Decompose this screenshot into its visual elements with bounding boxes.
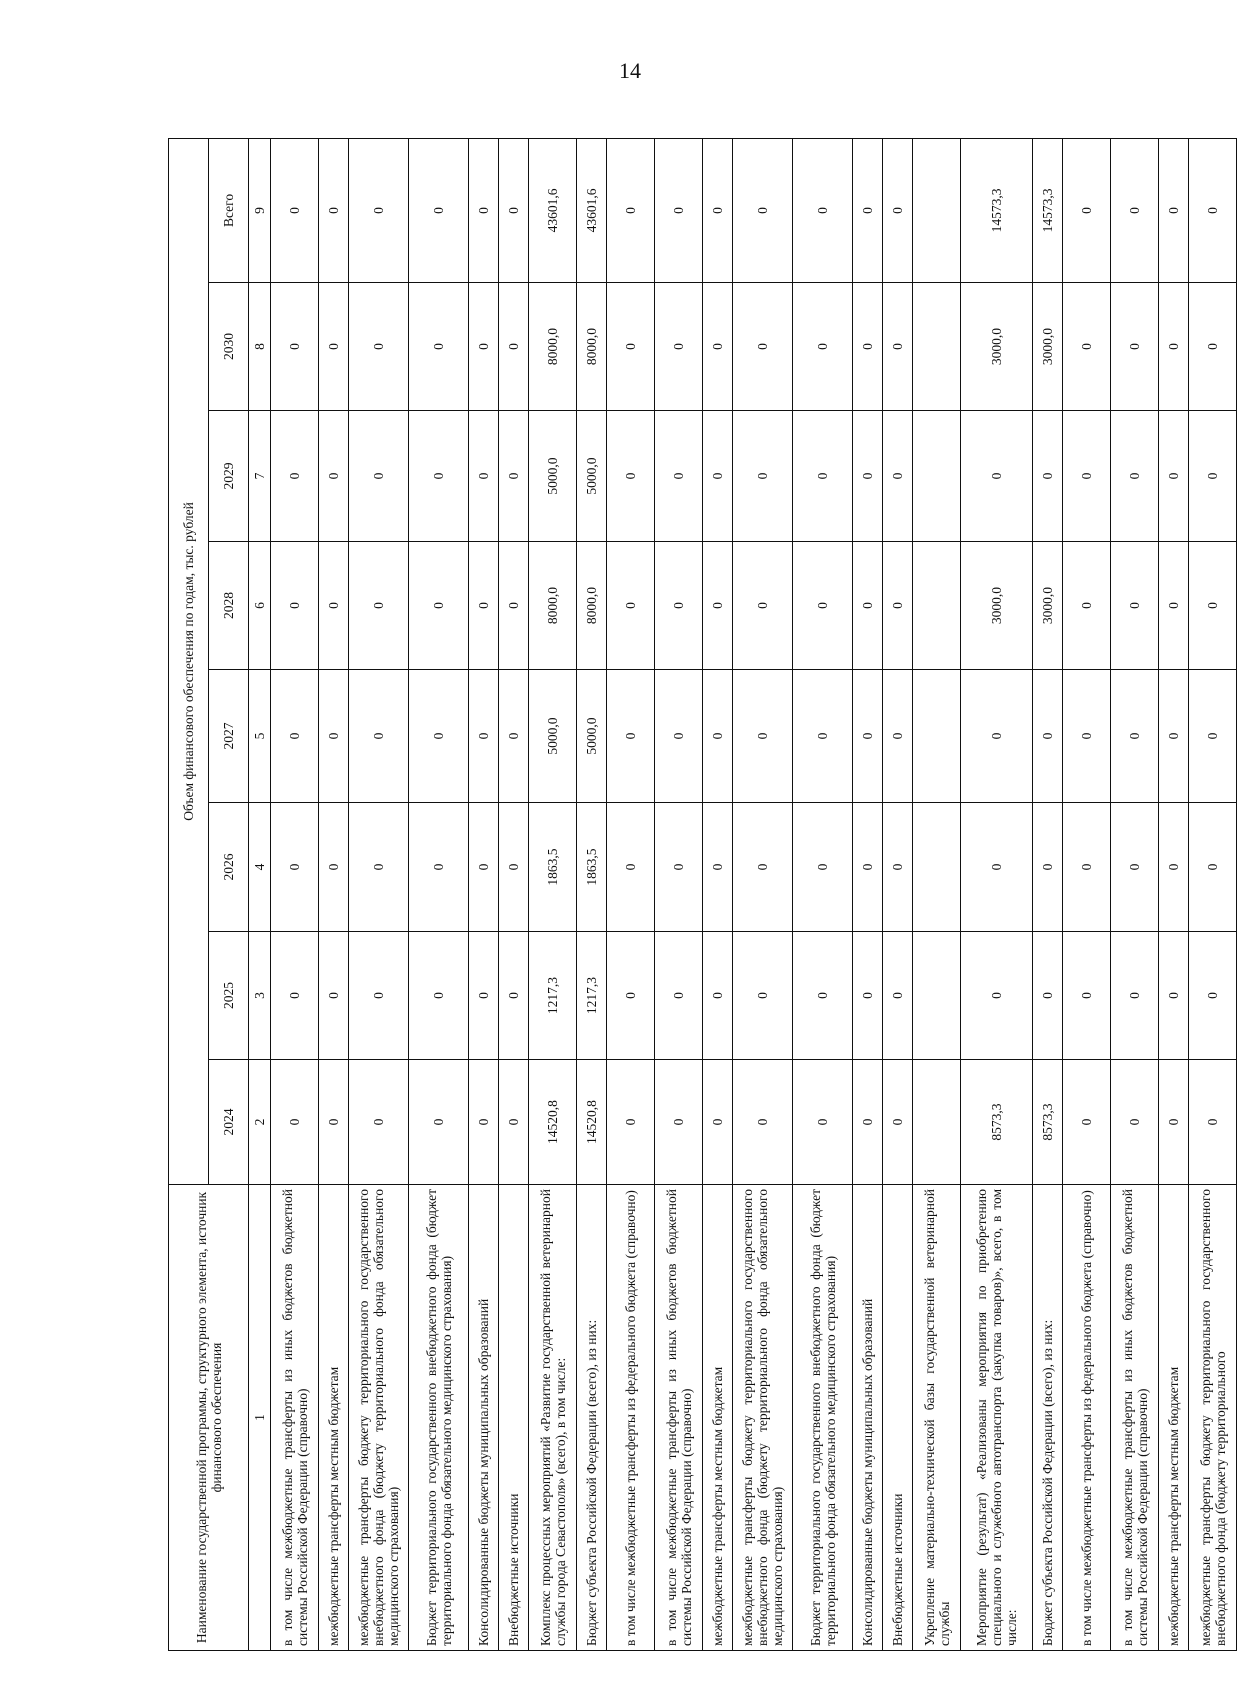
row-name: Бюджет субъекта Российской Федерации (всего), из них:	[577, 1185, 607, 1651]
row-name: Внебюджетные источники	[499, 1185, 529, 1651]
row-value	[913, 932, 961, 1060]
row-value: 0	[607, 670, 655, 803]
row-value: 3000,0	[1033, 283, 1063, 411]
row-value: 0	[961, 411, 1033, 542]
row-value: 0	[733, 932, 793, 1060]
row-value: 8000,0	[577, 283, 607, 411]
volume-group-header: Объем финансового обеспечения по годам, тыс. рублей	[169, 138, 209, 1184]
row-value: 0	[319, 1060, 349, 1185]
row-value: 0	[733, 138, 793, 282]
row-value: 0	[961, 670, 1033, 803]
row-value: 0	[607, 138, 655, 282]
column-number: 9	[249, 138, 271, 282]
row-value: 0	[349, 803, 409, 932]
row-name: в том числе межбюджетные трансферты из иных бюджетов бюджетной системы Российской Федерации (справочно)	[655, 1185, 703, 1651]
row-value: 0	[469, 138, 499, 282]
row-value: 5000,0	[529, 670, 577, 803]
row-value: 0	[1189, 138, 1237, 282]
table-row	[529, 138, 577, 1650]
table-row	[703, 138, 733, 1650]
row-value: 0	[607, 283, 655, 411]
row-value: 14520,8	[529, 1060, 577, 1185]
table-body	[271, 138, 1237, 1650]
rotated-table-container	[168, 139, 1228, 1651]
table-row	[409, 138, 469, 1650]
row-name: в том числе межбюджетные трансферты из иных бюджетов бюджетной системы Российской Федерации (справочно)	[271, 1185, 319, 1651]
row-value: 0	[655, 542, 703, 670]
row-value: 0	[853, 138, 883, 282]
row-value: 0	[1159, 670, 1189, 803]
row-name: Бюджет территориального государственного внебюджетного фонда (бюджет территориального фонда обязательного медицинского страхования)	[409, 1185, 469, 1651]
row-value: 0	[499, 283, 529, 411]
row-value: 0	[409, 542, 469, 670]
table-row	[883, 138, 913, 1650]
year-header: 2025	[209, 932, 249, 1060]
row-value: 0	[1033, 932, 1063, 1060]
row-value: 0	[1111, 283, 1159, 411]
row-value: 0	[349, 411, 409, 542]
row-value: 8000,0	[577, 542, 607, 670]
row-value: 0	[469, 283, 499, 411]
row-value: 0	[655, 670, 703, 803]
row-value	[913, 283, 961, 411]
row-value: 0	[883, 1060, 913, 1185]
row-value: 0	[733, 283, 793, 411]
row-name: Внебюджетные источники	[883, 1185, 913, 1651]
row-value: 0	[607, 542, 655, 670]
column-number: 1	[249, 1185, 271, 1651]
column-number: 3	[249, 932, 271, 1060]
row-value: 0	[1063, 138, 1111, 282]
row-value: 0	[409, 411, 469, 542]
row-value: 0	[469, 542, 499, 670]
column-number: 8	[249, 283, 271, 411]
row-value: 0	[409, 138, 469, 282]
column-number: 7	[249, 411, 271, 542]
row-value: 0	[349, 542, 409, 670]
row-value: 0	[499, 1060, 529, 1185]
row-value: 8000,0	[529, 283, 577, 411]
row-value: 0	[349, 932, 409, 1060]
row-value: 0	[703, 542, 733, 670]
table-row	[499, 138, 529, 1650]
row-value: 0	[655, 138, 703, 282]
row-value: 0	[733, 670, 793, 803]
row-value: 0	[703, 1060, 733, 1185]
column-number: 4	[249, 803, 271, 932]
row-value: 14520,8	[577, 1060, 607, 1185]
row-name: Консолидированные бюджеты муниципальных образований	[469, 1185, 499, 1651]
row-value: 0	[793, 542, 853, 670]
row-value: 0	[469, 411, 499, 542]
row-value: 0	[1033, 803, 1063, 932]
row-name: межбюджетные трансферты бюджету территориального государственного внебюджетного фонда (бюджету территориального фонда обязательного медицинского страхования)	[733, 1185, 793, 1651]
row-value: 0	[271, 932, 319, 1060]
row-value: 0	[1159, 803, 1189, 932]
row-value: 0	[1189, 283, 1237, 411]
row-value: 0	[793, 138, 853, 282]
row-value: 0	[469, 1060, 499, 1185]
row-value: 0	[853, 1060, 883, 1185]
row-value: 0	[1063, 670, 1111, 803]
row-value: 0	[1189, 411, 1237, 542]
row-value: 0	[655, 932, 703, 1060]
row-value: 0	[499, 803, 529, 932]
row-value: 0	[1063, 411, 1111, 542]
table-row	[793, 138, 853, 1650]
row-value: 0	[349, 670, 409, 803]
row-value: 1217,3	[577, 932, 607, 1060]
row-value: 5000,0	[529, 411, 577, 542]
row-value: 0	[319, 670, 349, 803]
row-value: 0	[883, 542, 913, 670]
row-value: 0	[1111, 670, 1159, 803]
row-value: 0	[1111, 803, 1159, 932]
row-value: 43601,6	[577, 138, 607, 282]
table-row	[607, 138, 655, 1650]
row-value: 0	[883, 932, 913, 1060]
table-row	[271, 138, 319, 1650]
row-value: 0	[499, 138, 529, 282]
row-value: 0	[349, 1060, 409, 1185]
row-value: 0	[883, 803, 913, 932]
row-name: Укрепление материально-технической базы государственной ветеринарной службы	[913, 1185, 961, 1651]
row-value: 0	[1063, 803, 1111, 932]
row-value	[913, 803, 961, 932]
year-header: 2024	[209, 1060, 249, 1185]
header-row-column-numbers	[249, 138, 271, 1650]
row-value: 0	[853, 542, 883, 670]
row-name: Консолидированные бюджеты муниципальных образований	[853, 1185, 883, 1651]
row-value: 0	[469, 803, 499, 932]
row-value: 0	[499, 411, 529, 542]
row-value: 0	[271, 138, 319, 282]
table-row	[469, 138, 499, 1650]
page-number: 14	[619, 58, 641, 83]
table-row	[961, 138, 1033, 1650]
column-number: 2	[249, 1060, 271, 1185]
row-value: 0	[883, 138, 913, 282]
row-value: 3000,0	[961, 283, 1033, 411]
row-value: 0	[793, 803, 853, 932]
name-column-header: Наименование государственной программы, структурного элемента, источник финансового обеспечения	[169, 1185, 249, 1651]
row-value	[913, 411, 961, 542]
row-value: 0	[1159, 1060, 1189, 1185]
table-row	[1189, 138, 1237, 1650]
row-value: 0	[1159, 138, 1189, 282]
row-value	[913, 1060, 961, 1185]
row-value: 0	[1159, 542, 1189, 670]
row-value: 0	[883, 411, 913, 542]
row-value: 0	[271, 411, 319, 542]
table-row	[577, 138, 607, 1650]
row-value: 8000,0	[529, 542, 577, 670]
row-value: 0	[853, 803, 883, 932]
table-row	[1111, 138, 1159, 1650]
financing-table	[168, 138, 1237, 1651]
row-value: 14573,3	[961, 138, 1033, 282]
row-value: 0	[409, 283, 469, 411]
row-value: 0	[271, 670, 319, 803]
row-value: 0	[349, 283, 409, 411]
row-value: 0	[961, 803, 1033, 932]
row-name: Комплекс процессных мероприятий «Развитие государственной ветеринарной службы города Севастополя» (всего), в том числе:	[529, 1185, 577, 1651]
row-value: 0	[607, 932, 655, 1060]
row-value: 0	[409, 1060, 469, 1185]
year-header: 2027	[209, 670, 249, 803]
table-row	[349, 138, 409, 1650]
row-value: 0	[271, 803, 319, 932]
table-row	[655, 138, 703, 1650]
row-value: 8573,3	[1033, 1060, 1063, 1185]
row-value: 0	[319, 542, 349, 670]
row-value: 0	[607, 411, 655, 542]
row-value: 14573,3	[1033, 138, 1063, 282]
row-value: 0	[409, 803, 469, 932]
row-value	[913, 670, 961, 803]
row-name: межбюджетные трансферты бюджету территориального государственного внебюджетного фонда (бюджету территориального фонда обязательного медицинского страхования)	[349, 1185, 409, 1651]
row-value: 0	[1111, 932, 1159, 1060]
row-value: 0	[1111, 411, 1159, 542]
row-value: 0	[655, 1060, 703, 1185]
row-name: межбюджетные трансферты бюджету территориального государственного внебюджетного фонда (бюджету территориального	[1189, 1185, 1237, 1651]
row-name: Бюджет территориального государственного внебюджетного фонда (бюджет территориального фонда обязательного медицинского страхования)	[793, 1185, 853, 1651]
row-value: 3000,0	[961, 542, 1033, 670]
row-value: 0	[1063, 932, 1111, 1060]
row-value	[913, 138, 961, 282]
table-row	[1159, 138, 1189, 1650]
row-value: 0	[1111, 138, 1159, 282]
row-value: 0	[703, 803, 733, 932]
row-value: 0	[319, 283, 349, 411]
row-value: 0	[793, 411, 853, 542]
row-value: 0	[1189, 803, 1237, 932]
row-value: 0	[499, 932, 529, 1060]
row-value: 0	[1033, 411, 1063, 542]
row-name: межбюджетные трансферты местным бюджетам	[1159, 1185, 1189, 1651]
row-value: 0	[1189, 542, 1237, 670]
table-row	[1063, 138, 1111, 1650]
column-number: 6	[249, 542, 271, 670]
row-value: 0	[409, 932, 469, 1060]
row-value: 0	[1189, 932, 1237, 1060]
row-value: 0	[469, 932, 499, 1060]
row-value: 0	[793, 670, 853, 803]
row-value: 0	[853, 283, 883, 411]
row-value: 1863,5	[529, 803, 577, 932]
row-value: 0	[703, 138, 733, 282]
row-value: 0	[703, 932, 733, 1060]
row-value: 0	[1159, 932, 1189, 1060]
row-value: 0	[319, 932, 349, 1060]
row-value: 0	[961, 932, 1033, 1060]
row-value: 1217,3	[529, 932, 577, 1060]
row-value: 0	[883, 670, 913, 803]
row-value: 0	[1111, 542, 1159, 670]
row-name: в том числе межбюджетные трансферты из иных бюджетов бюджетной системы Российской Федерации (справочно)	[1111, 1185, 1159, 1651]
row-value: 0	[733, 411, 793, 542]
row-value: 0	[499, 542, 529, 670]
row-name: в том числе межбюджетные трансферты из федерального бюджета (справочно)	[1063, 1185, 1111, 1651]
row-value: 0	[1189, 1060, 1237, 1185]
table-row	[913, 138, 961, 1650]
row-name: в том числе межбюджетные трансферты из федерального бюджета (справочно)	[607, 1185, 655, 1651]
row-value: 0	[499, 670, 529, 803]
table-row	[1033, 138, 1063, 1650]
row-value: 0	[703, 411, 733, 542]
year-header: 2026	[209, 803, 249, 932]
row-value: 0	[271, 542, 319, 670]
row-name: Мероприятие (результат) «Реализованы мероприятия по приобретению специального и служебного автотранспорта (закупка товаров)», всего, в том числе:	[961, 1185, 1033, 1651]
row-value: 0	[793, 1060, 853, 1185]
row-value: 8573,3	[961, 1060, 1033, 1185]
row-value: 0	[607, 803, 655, 932]
row-value: 0	[1189, 670, 1237, 803]
row-value: 0	[271, 1060, 319, 1185]
table-row	[733, 138, 793, 1650]
row-value: 0	[703, 283, 733, 411]
year-header: Всего	[209, 138, 249, 282]
year-header: 2030	[209, 283, 249, 411]
row-value: 0	[733, 803, 793, 932]
row-name: Бюджет субъекта Российской Федерации (всего), из них:	[1033, 1185, 1063, 1651]
column-number: 5	[249, 670, 271, 803]
row-value: 0	[793, 283, 853, 411]
row-value: 0	[319, 803, 349, 932]
header-row-1	[169, 138, 209, 1650]
row-value: 0	[1159, 411, 1189, 542]
row-value: 0	[655, 803, 703, 932]
row-value: 1863,5	[577, 803, 607, 932]
row-value	[913, 542, 961, 670]
row-value: 0	[883, 283, 913, 411]
row-value: 0	[319, 411, 349, 542]
year-header: 2029	[209, 411, 249, 542]
table-row	[319, 138, 349, 1650]
row-value: 0	[1111, 1060, 1159, 1185]
row-value: 0	[271, 283, 319, 411]
row-value: 3000,0	[1033, 542, 1063, 670]
row-value: 0	[607, 1060, 655, 1185]
row-value: 0	[655, 411, 703, 542]
row-value: 0	[409, 670, 469, 803]
row-value: 0	[1063, 283, 1111, 411]
row-value: 5000,0	[577, 670, 607, 803]
row-value: 0	[733, 1060, 793, 1185]
row-value: 0	[733, 542, 793, 670]
row-value: 0	[319, 138, 349, 282]
row-value: 0	[1033, 670, 1063, 803]
row-name: межбюджетные трансферты местным бюджетам	[319, 1185, 349, 1651]
row-value: 0	[1063, 1060, 1111, 1185]
row-value: 0	[703, 670, 733, 803]
row-value: 0	[1063, 542, 1111, 670]
table-row	[853, 138, 883, 1650]
row-value: 0	[469, 670, 499, 803]
row-value: 0	[1159, 283, 1189, 411]
row-value: 0	[349, 138, 409, 282]
row-value: 0	[853, 411, 883, 542]
row-value: 0	[655, 283, 703, 411]
row-value: 0	[853, 670, 883, 803]
row-value: 0	[853, 932, 883, 1060]
row-name: межбюджетные трансферты местным бюджетам	[703, 1185, 733, 1651]
row-value: 43601,6	[529, 138, 577, 282]
row-value: 0	[793, 932, 853, 1060]
year-header: 2028	[209, 542, 249, 670]
row-value: 5000,0	[577, 411, 607, 542]
